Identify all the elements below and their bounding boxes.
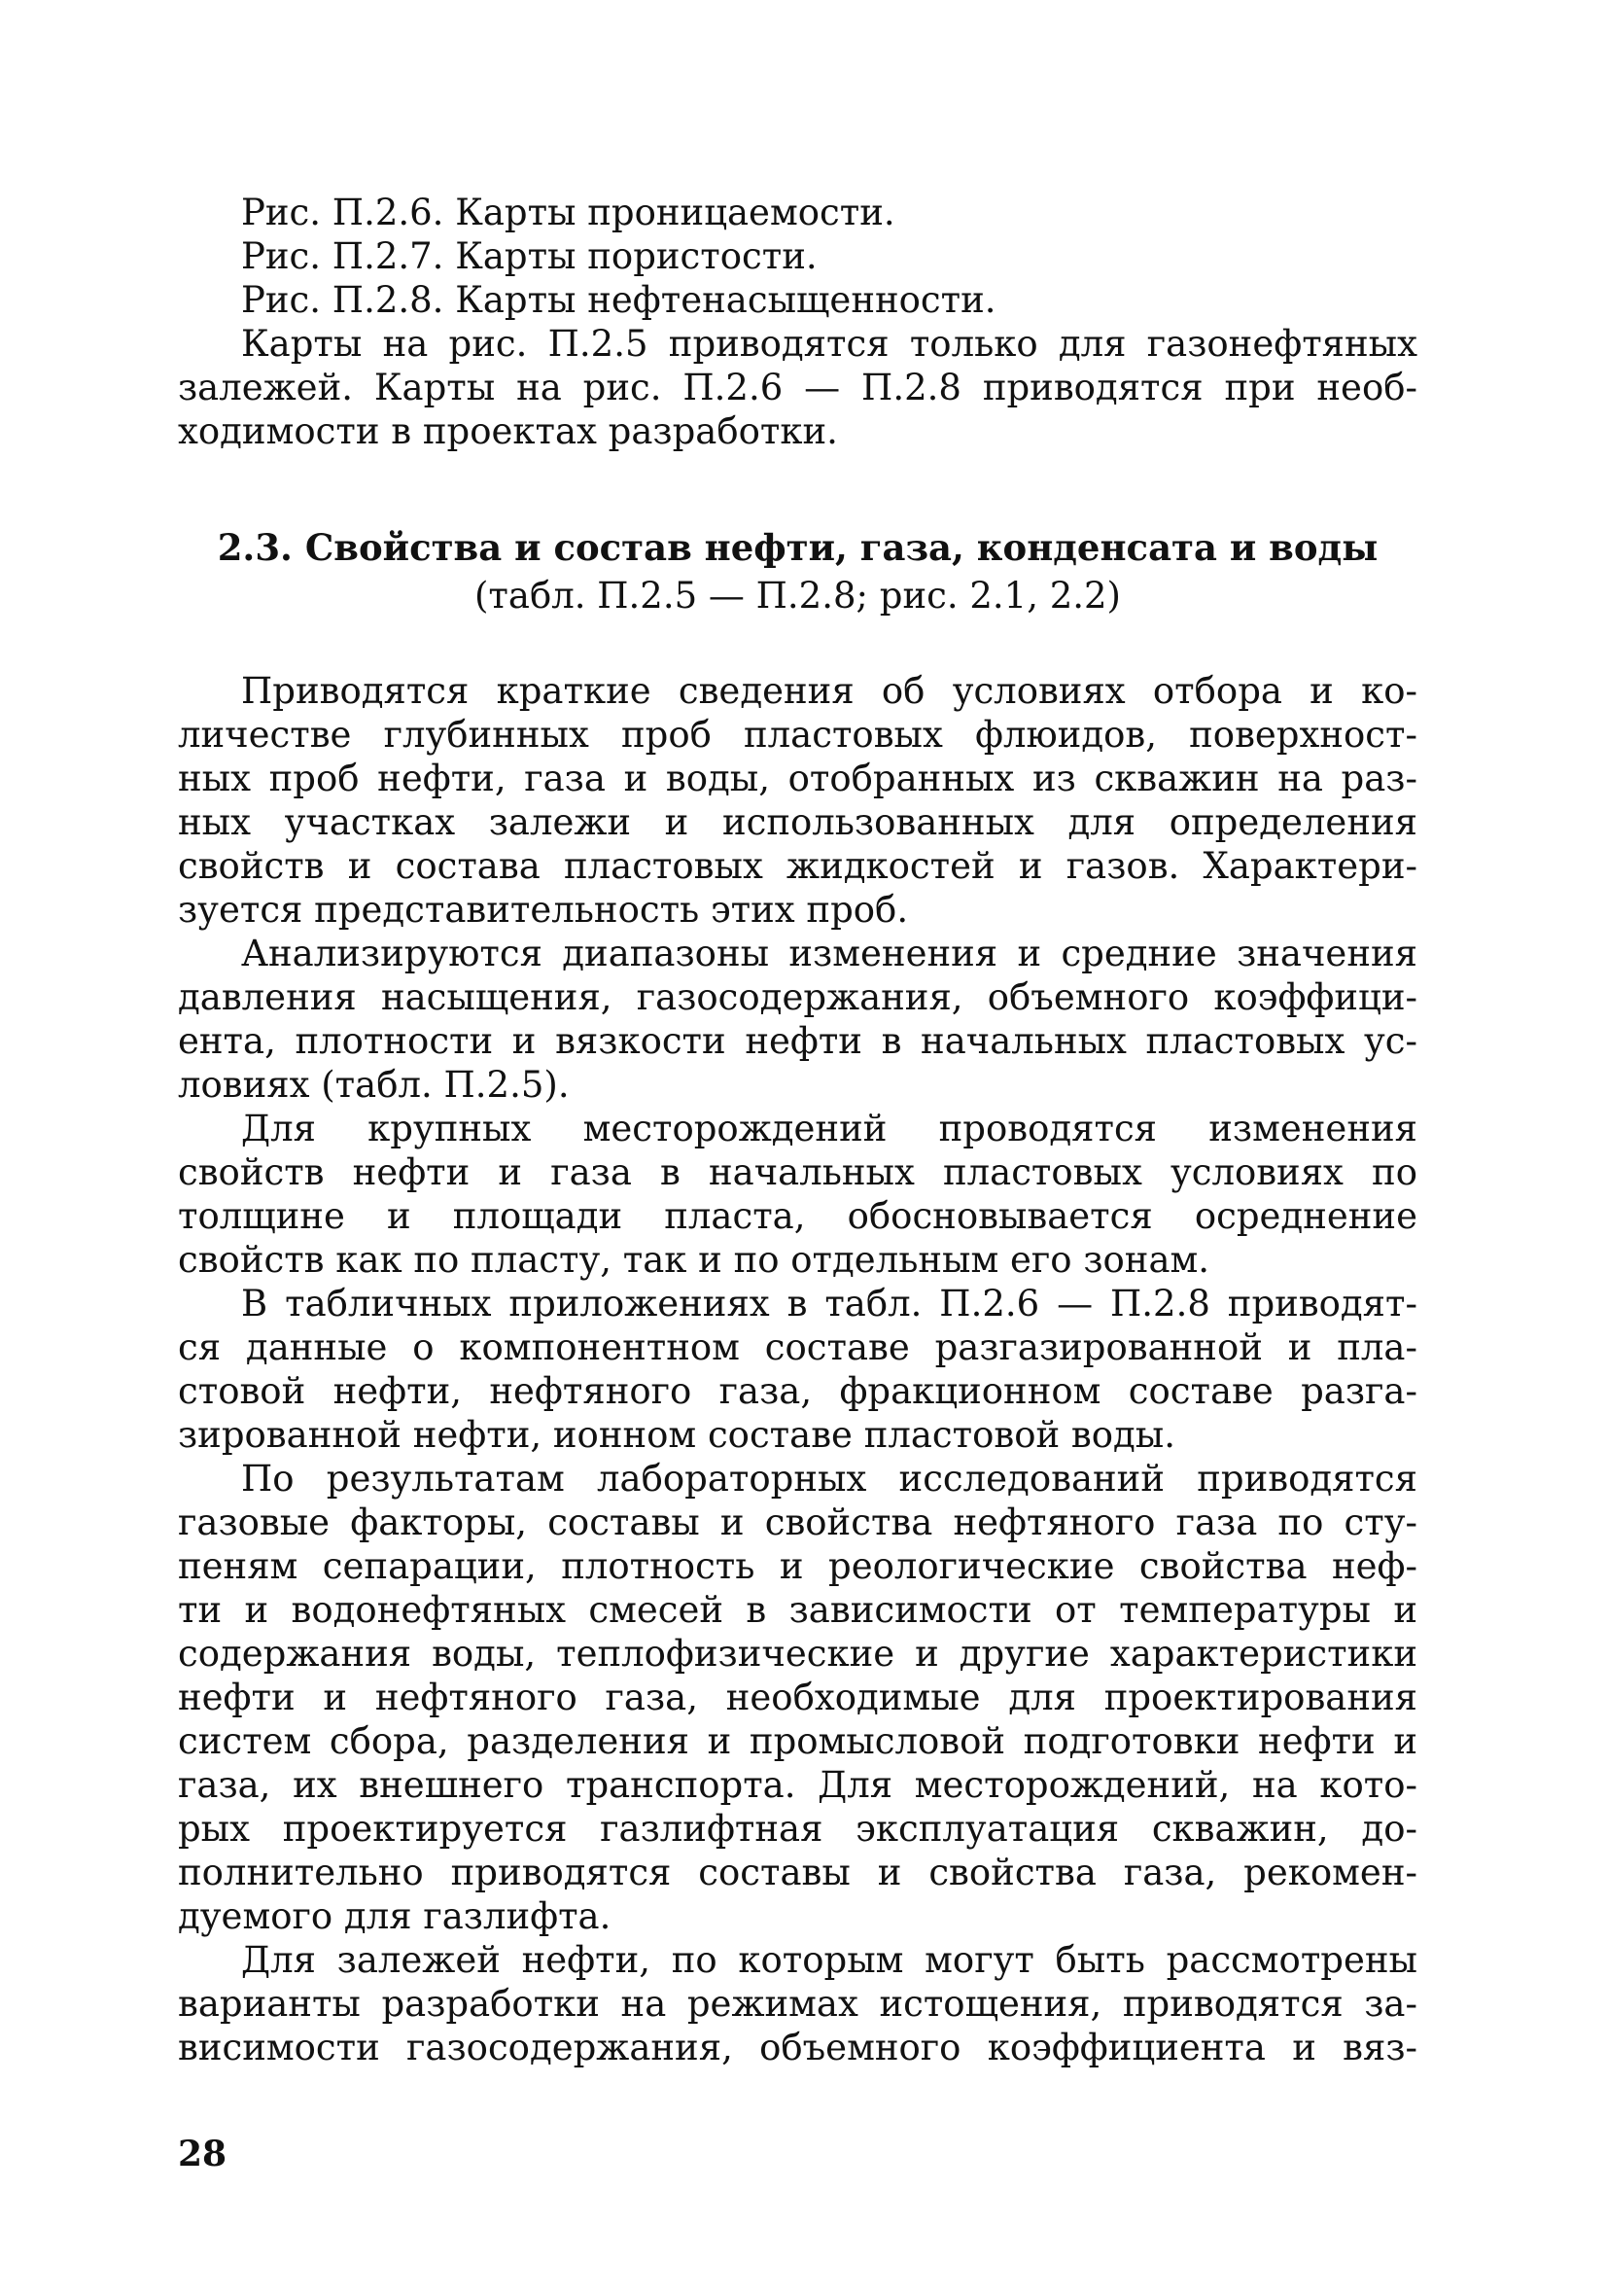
paragraph-line: толщине и площади пласта, обосновывается осреднение (178, 1195, 1417, 1237)
section-subtitle: (табл. П.2.5 — П.2.8; рис. 2.1, 2.2) (474, 575, 1121, 617)
paragraph-line: зуется представительность этих проб. (178, 889, 909, 931)
figure-caption-permeability: Рис. П.2.6. Карты проницаемости. (241, 192, 895, 233)
paragraph-line: давления насыщения, газосодержания, объемного коэффици- (178, 976, 1417, 1018)
page-number: 28 (178, 2134, 227, 2174)
paragraph-line: дуемого для газлифта. (178, 1895, 611, 1937)
paragraph-line: систем сбора, разделения и промысловой подготовки нефти и (178, 1720, 1417, 1762)
paragraph-line: зированной нефти, ионном составе пластовой воды. (178, 1414, 1176, 1456)
paragraph-line: Для крупных месторождений проводятся изменения (241, 1108, 1417, 1149)
section-body (178, 669, 1417, 2069)
paragraph-line: ловиях (табл. П.2.5). (178, 1064, 570, 1106)
paragraph-line: ных участках залежи и использованных для определения (178, 801, 1417, 843)
maps-note-line: залежей. Карты на рис. П.2.6 — П.2.8 приводятся при необ- (178, 367, 1417, 408)
paragraph-line: газовые факторы, составы и свойства нефтяного газа по сту- (178, 1501, 1417, 1543)
paragraph-line: В табличных приложениях в табл. П.2.6 — П.2.8 приводят- (241, 1283, 1417, 1325)
section-heading (178, 525, 1417, 618)
paragraph (178, 1107, 1417, 1282)
paragraph-line: ти и водонефтяных смесей в зависимости от температуры и (178, 1589, 1417, 1631)
paragraph (178, 1457, 1417, 1938)
paragraph-line: личестве глубинных проб пластовых флюидов, поверхност- (178, 714, 1417, 756)
paragraph-line: ента, плотности и вязкости нефти в начальных пластовых ус- (178, 1020, 1417, 1062)
paragraph-line: содержания воды, теплофизические и другие характеристики (178, 1633, 1417, 1675)
paragraph-line: свойств нефти и газа в начальных пластовых условиях по (178, 1151, 1417, 1193)
section-title: 2.3. Свойства и состав нефти, газа, конденсата и воды (217, 526, 1379, 569)
paragraph-line: рых проектируется газлифтная эксплуатация скважин, до- (178, 1808, 1417, 1850)
paragraph-line: Анализируются диапазоны изменения и средние значения (241, 933, 1417, 974)
paragraph (178, 1282, 1417, 1457)
paragraph-line: ся данные о компонентном составе разгазированной и пла- (178, 1326, 1417, 1368)
paragraph (178, 932, 1417, 1107)
paragraph-line: стовой нефти, нефтяного газа, фракционном составе разга- (178, 1370, 1417, 1412)
maps-note-line: ходимости в проектах разработки. (178, 410, 838, 452)
paragraph-line: Приводятся краткие сведения об условиях отбора и ко- (241, 670, 1417, 712)
figure-caption-oil-saturation: Рис. П.2.8. Карты нефтенасыщенности. (241, 279, 996, 321)
paragraph-line: свойств как по пласту, так и по отдельным его зонам. (178, 1239, 1210, 1281)
paragraph-line: По результатам лабораторных исследований приводятся (241, 1458, 1417, 1500)
paragraph-line: висимости газосодержания, объемного коэффициента и вяз- (178, 2027, 1417, 2068)
paragraph-line: полнительно приводятся составы и свойства газа, рекомен- (178, 1852, 1417, 1893)
paragraph (178, 669, 1417, 932)
paragraph-line: варианты разработки на режимах истощения, приводятся за- (178, 1983, 1417, 2025)
paragraph-line: газа, их внешнего транспорта. Для месторождений, на кото- (178, 1764, 1417, 1806)
paragraph (178, 1938, 1417, 2069)
paragraph-line: ных проб нефти, газа и воды, отобранных из скважин на раз- (178, 758, 1417, 799)
maps-note-line: Карты на рис. П.2.5 приводятся только для газонефтяных (241, 323, 1417, 365)
figure-caption-porosity: Рис. П.2.7. Карты пористости. (241, 235, 818, 277)
figure-list-block (178, 191, 1417, 453)
paragraph-line: нефти и нефтяного газа, необходимые для проектирования (178, 1677, 1417, 1718)
paragraph-line: свойств и состава пластовых жидкостей и газов. Характери- (178, 845, 1417, 887)
paragraph-line: Для залежей нефти, по которым могут быть рассмотрены (241, 1939, 1417, 1981)
paragraph-line: пеням сепарации, плотность и реологические свойства неф- (178, 1545, 1417, 1587)
